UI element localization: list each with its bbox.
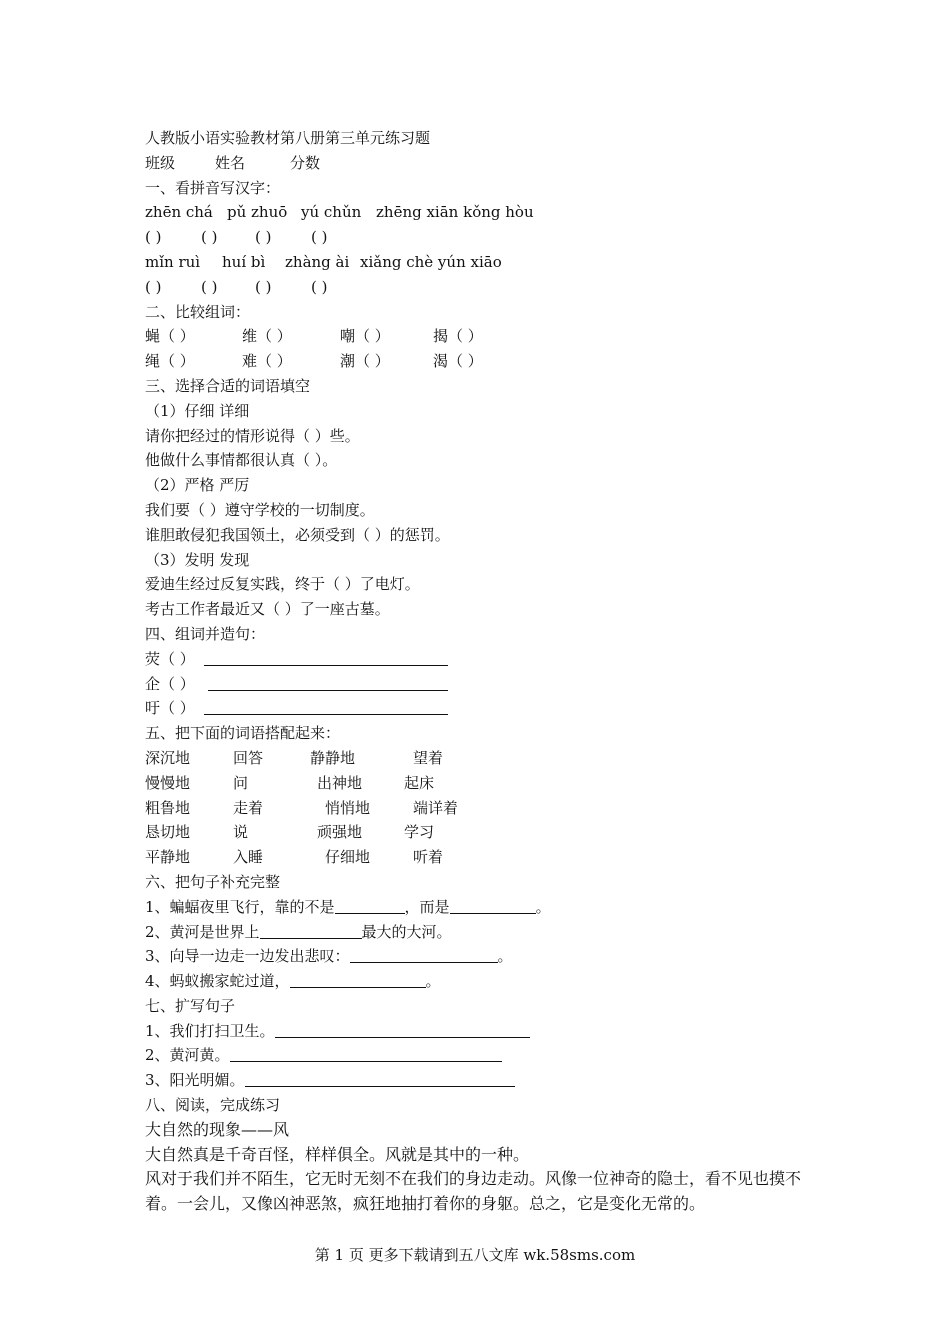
answer-blank	[260, 922, 362, 939]
pinyin: xiǎng chè yún xiāo	[360, 252, 502, 271]
fill-line: 考古工作者最近又（ ）了一座古墓。	[145, 600, 390, 619]
match-word: 粗鲁地	[145, 798, 191, 817]
page-footer: 第 1 页 更多下载请到五八文库 wk.58sms.com	[314, 1246, 636, 1264]
fill-line: （3）发明 发现	[145, 550, 250, 569]
answer-blank	[290, 971, 426, 988]
section-1-heading: 一、看拼音写汉字：	[145, 178, 281, 197]
pinyin-row-2	[145, 250, 825, 275]
score-label: 分数	[290, 153, 321, 172]
sentence-text: 。	[497, 947, 513, 966]
match-word: 悄悄地	[325, 798, 371, 817]
match-word: 起床	[404, 773, 435, 792]
expand-item	[145, 1019, 825, 1044]
compare-item: 潮（ ）	[340, 352, 390, 371]
compare-row-2	[145, 349, 825, 374]
reading-paragraph: 大自然真是千奇百怪，样样俱全。风就是其中的一种。	[145, 1144, 530, 1164]
sentence-text: ，而是	[404, 897, 450, 916]
page-title: 人教版小语实验教材第八册第三单元练习题	[145, 129, 431, 147]
sentence-text: 3、向导一边走一边发出悲叹：	[145, 947, 350, 966]
answer-parens-row-1	[145, 225, 825, 250]
pinyin: mǐn ruì	[145, 252, 201, 271]
match-word: 听着	[413, 848, 444, 867]
compare-row-1	[145, 324, 825, 349]
match-word: 仔细地	[325, 848, 371, 867]
fill-line: 他做什么事情都很认真（ ）。	[145, 451, 338, 470]
pinyin: zhàng ài	[285, 252, 350, 271]
sentence-item	[145, 672, 825, 697]
answer-paren: ( )	[255, 277, 272, 296]
match-row	[145, 796, 825, 821]
match-word: 走着	[233, 798, 264, 817]
compare-item: 难（ ）	[242, 352, 292, 371]
match-word: 望着	[413, 748, 444, 767]
compare-item: 蝇（ ）	[145, 327, 195, 346]
match-word: 端详着	[413, 798, 459, 817]
match-word: 静静地	[310, 748, 356, 767]
name-label: 姓名	[215, 153, 246, 172]
header-fields	[145, 151, 825, 176]
sentence-text: 4、蚂蚁搬家蛇过道，	[145, 972, 290, 991]
answer-blank	[275, 1021, 530, 1038]
sentence-item	[145, 647, 825, 672]
sentence-text: 。	[535, 897, 551, 916]
compare-item: 嘲（ ）	[340, 327, 390, 346]
match-row	[145, 771, 825, 796]
match-word: 平静地	[145, 848, 191, 867]
pinyin: zhēng xiān kǒng hòu	[376, 203, 534, 222]
section-4-heading: 四、组词并造句：	[145, 624, 266, 643]
section-7-heading: 七、扩写句子	[145, 996, 236, 1015]
fill-line: 我们要（ ）遵守学校的一切制度。	[145, 500, 375, 519]
word-prompt: 荧（ ）	[145, 649, 195, 668]
match-row	[145, 820, 825, 845]
sentence-item	[145, 696, 825, 721]
answer-paren: ( )	[311, 277, 328, 296]
match-row	[145, 746, 825, 771]
section-6-heading: 六、把句子补充完整	[145, 872, 281, 891]
section-2-heading: 二、比较组词：	[145, 302, 251, 321]
expand-prompt: 2、黄河黄。	[145, 1046, 230, 1065]
compare-item: 揭（ ）	[433, 327, 483, 346]
match-word: 顽强地	[317, 823, 363, 842]
section-8-heading: 八、阅读，完成练习	[145, 1096, 281, 1115]
match-word: 说	[233, 823, 249, 842]
match-word: 学习	[404, 823, 435, 842]
complete-sentence-2	[145, 920, 825, 945]
section-3-heading: 三、选择合适的词语填空	[145, 376, 311, 395]
expand-item	[145, 1068, 825, 1093]
answer-blank	[208, 674, 448, 691]
answer-paren: ( )	[201, 228, 218, 247]
answer-blank	[350, 946, 498, 963]
sentence-text: 2、黄河是世界上	[145, 922, 260, 941]
fill-line: （2）严格 严厉	[145, 476, 250, 495]
match-row	[145, 845, 825, 870]
complete-sentence-4	[145, 969, 825, 994]
answer-paren: ( )	[311, 228, 328, 247]
pinyin: zhēn chá	[145, 203, 213, 222]
match-word: 慢慢地	[145, 773, 191, 792]
fill-line: 谁胆敢侵犯我国领土，必须受到（ ）的惩罚。	[145, 525, 450, 544]
class-label: 班级	[145, 153, 176, 172]
reading-title: 大自然的现象——风	[145, 1119, 290, 1139]
match-word: 深沉地	[145, 748, 191, 767]
pinyin: huí bì	[222, 252, 266, 271]
word-prompt: 吁（ ）	[145, 699, 195, 718]
answer-paren: ( )	[255, 228, 272, 247]
answer-parens-row-2	[145, 275, 825, 300]
sentence-text: 1、蝙蝠夜里飞行，靠的不是	[145, 897, 335, 916]
fill-line: 爱迪生经过反复实践，终于（ ）了电灯。	[145, 575, 420, 594]
pinyin: pǔ zhuō	[227, 203, 288, 222]
answer-blank	[450, 897, 536, 914]
expand-item	[145, 1043, 825, 1068]
pinyin-row-1	[145, 200, 825, 225]
match-word: 恳切地	[145, 823, 191, 842]
answer-paren: ( )	[201, 277, 218, 296]
sentence-text: 最大的大河。	[361, 922, 452, 941]
match-word: 出神地	[317, 773, 363, 792]
complete-sentence-1	[145, 895, 825, 920]
answer-blank	[204, 649, 448, 666]
section-5-heading: 五、把下面的词语搭配起来：	[145, 724, 341, 743]
answer-blank	[335, 897, 405, 914]
answer-blank	[245, 1070, 515, 1087]
complete-sentence-3	[145, 944, 825, 969]
match-word: 问	[233, 773, 249, 792]
answer-blank	[204, 698, 448, 715]
fill-line: （1）仔细 详细	[145, 401, 250, 420]
compare-item: 绳（ ）	[145, 352, 195, 371]
word-prompt: 企（ ）	[145, 674, 195, 693]
compare-item: 渴（ ）	[433, 352, 483, 371]
expand-prompt: 1、我们打扫卫生。	[145, 1021, 275, 1040]
match-word: 回答	[233, 748, 264, 767]
answer-blank	[230, 1045, 502, 1062]
worksheet	[145, 126, 825, 1217]
answer-paren: ( )	[145, 277, 162, 296]
compare-item: 维（ ）	[242, 327, 292, 346]
reading-paragraph: 风对于我们并不陌生，它无时无刻不在我们的身边走动。风像一位神奇的隐士，看不见也摸不着。一会儿，又像凶神恶煞，疯狂地抽打着你的身躯。总之，它是变化无常的。	[145, 1169, 802, 1214]
expand-prompt: 3、阳光明媚。	[145, 1071, 245, 1090]
fill-line: 请你把经过的情形说得（ ）些。	[145, 426, 360, 445]
match-word: 入睡	[233, 848, 264, 867]
pinyin: yú chǔn	[301, 203, 362, 222]
answer-paren: ( )	[145, 228, 162, 247]
sentence-text: 。	[425, 972, 441, 991]
